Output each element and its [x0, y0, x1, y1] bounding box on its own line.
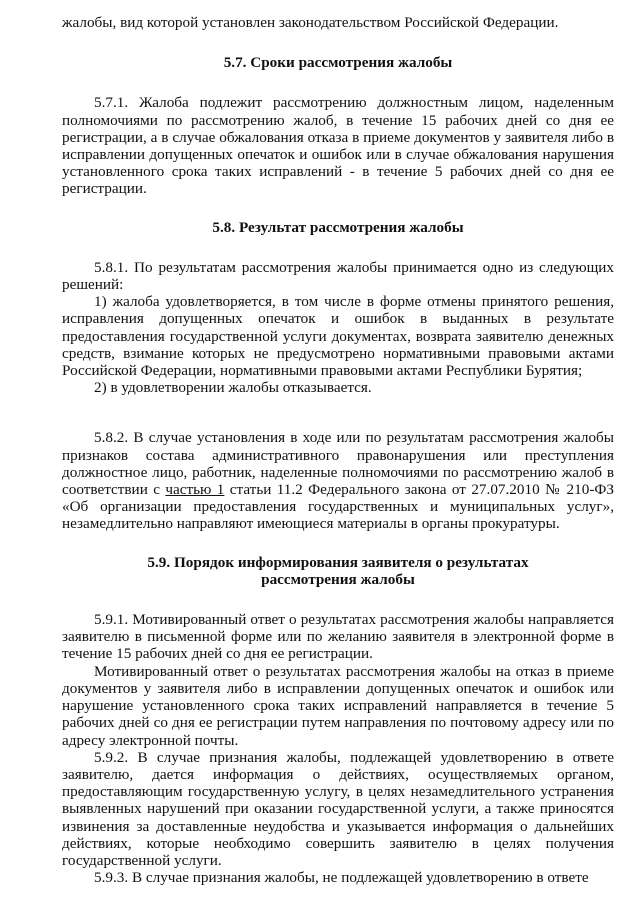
paragraph-5-9-3: 5.9.3. В случае признания жалобы, не подлежащей удовлетворению в ответе — [94, 869, 589, 887]
spacer — [62, 31, 614, 54]
section-heading-5-9-line-2: рассмотрения жалобы — [261, 570, 415, 588]
section-heading-5-9-line-1: 5.9. Порядок информирования заявителя о результатах — [147, 553, 529, 571]
paragraph-5-8-1-item-1: 1) жалоба удовлетворяется, в том числе в форме отмены принятого решения, исправления допущенных опечаток и ошибок в выданных в результате предоставления государственной услуги документах, возврата заявителю денежных средств, взимание которых не предусмотрено нормативными правовыми актами Российской Федерации, нормативными правовыми актами Республики Бурятия; — [62, 293, 614, 380]
spacer — [62, 396, 614, 429]
paragraph-5-8-2-text-a: 5.8.2. В случае установления в ходе или по результатам рассмотрения жалобы признаков состава административного правонарушения или преступления должностное лицо, работник, наделенные полномочиями по рассмотрению жалоб в соответствии с — [62, 429, 614, 499]
spacer — [62, 198, 614, 219]
paragraph-5-7-1: 5.7.1. Жалоба подлежит рассмотрению должностным лицом, наделенным полномочиями по рассмотрению жалоб, в течение 15 рабочих дней со дня ее регистрации, а в случае обжалования отказа в приеме документов у заявителя либо в исправлении допущенных опечаток и ошибок или в случае обжалования нарушения установленного срока таких исправлений - в течение 5 рабочих дней со дня ее регистрации. — [62, 94, 614, 198]
paragraph-5-8-2 — [62, 429, 614, 532]
section-heading-5-8: 5.8. Результат рассмотрения жалобы — [212, 218, 464, 236]
spacer — [62, 236, 614, 259]
spacer — [62, 588, 614, 611]
spacer — [62, 71, 614, 94]
paragraph-5-8-2-text-b: статьи 11.2 Федерального закона от 27.07.2010 № 210-ФЗ «Об организации предоставления государственных и муниципальных услуг», незамедлительно направляют имеющиеся материалы в органы прокуратуры. — [62, 481, 615, 533]
paragraph-5-9-2: 5.9.2. В случае признания жалобы, подлежащей удовлетворению в ответе заявителю, дается информация о действиях, осуществляемых органом, предоставляющим государственную услугу, в целях незамедлительного устранения выявленных нарушений при оказании государственной услуги, а также приносятся извинения за доставленные неудобства и указывается информация о дальнейших действиях, которые необходимо совершить заявителю в целях получения государственной услуги. — [62, 748, 614, 869]
paragraph-5-9-1-b: Мотивированный ответ о результатах рассмотрения жалобы на отказ в приеме документов у заявителя либо в исправлении допущенных опечаток и ошибок или нарушение установленного срока таких исправлений направляется в течение 5 рабочих дней со дня ее регистрации путем направления по почтовому адресу или по адресу электронной почты. — [62, 662, 614, 749]
law-part-link[interactable]: частью 1 — [165, 481, 225, 499]
paragraph-5-9-1: 5.9.1. Мотивированный ответ о результатах рассмотрения жалобы направляется заявителю в письменной форме или по желанию заявителя в электронной форме в течение 15 рабочих дней со дня ее регистрации. — [62, 611, 614, 663]
document-page — [62, 14, 614, 886]
paragraph-5-8-1-item-2: 2) в удовлетворении жалобы отказывается. — [94, 379, 372, 397]
section-heading-5-7: 5.7. Сроки рассмотрения жалобы — [223, 54, 453, 72]
continuation-line: жалобы, вид которой установлен законодательством Российской Федерации. — [62, 14, 559, 31]
spacer — [62, 533, 614, 554]
paragraph-5-8-1: 5.8.1. По результатам рассмотрения жалобы принимается одно из следующих решений: — [62, 258, 614, 294]
section-heading-5-9 — [62, 554, 614, 588]
